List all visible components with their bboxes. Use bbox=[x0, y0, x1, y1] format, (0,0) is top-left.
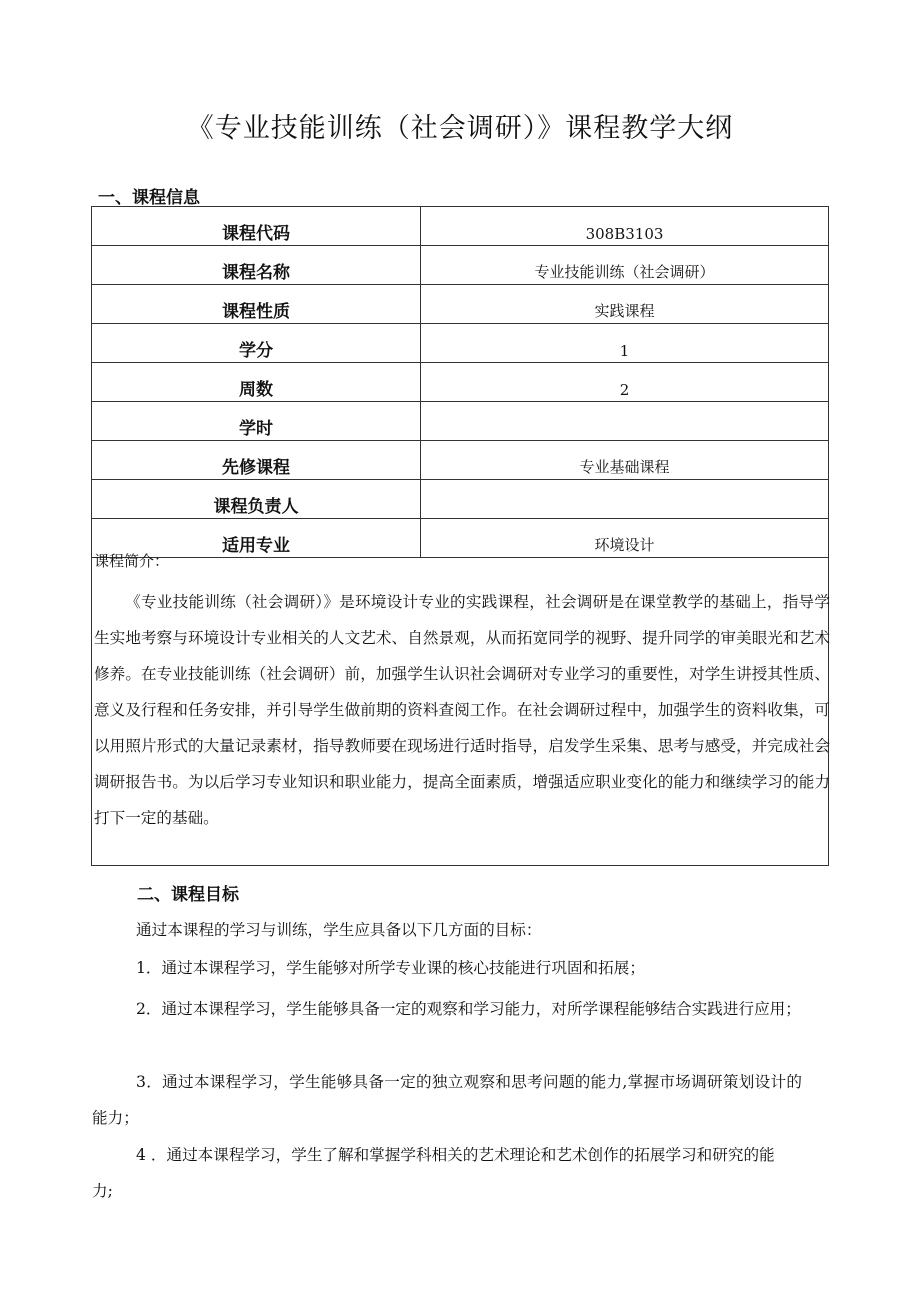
row-value: 1 bbox=[421, 324, 829, 363]
goals-intro: 通过本课程的学习与训练，学生应具备以下几方面的目标： bbox=[136, 921, 542, 939]
row-value: 专业基础课程 bbox=[421, 441, 829, 480]
table-row-course-code bbox=[92, 207, 829, 246]
row-label: 课程性质 bbox=[92, 285, 421, 324]
row-value: 实践课程 bbox=[421, 285, 829, 324]
table-row-prerequisites bbox=[92, 441, 829, 480]
row-label: 课程代码 bbox=[92, 207, 421, 246]
goal-item-1: 1．通过本课程学习，学生能够对所学专业课的核心技能进行巩固和拓展； bbox=[136, 959, 645, 977]
row-label: 周数 bbox=[92, 363, 421, 402]
course-intro-box bbox=[91, 540, 829, 866]
row-label: 学时 bbox=[92, 402, 421, 441]
table-row-course-lead bbox=[92, 480, 829, 519]
row-label: 课程负责人 bbox=[92, 480, 421, 519]
row-label: 先修课程 bbox=[92, 441, 421, 480]
row-label: 课程名称 bbox=[92, 246, 421, 285]
row-value: 专业技能训练（社会调研） bbox=[421, 246, 829, 285]
row-label: 适用专业 bbox=[92, 519, 421, 558]
goal-item-2: 2．通过本课程学习，学生能够具备一定的观察和学习能力，对所学课程能够结合实践进行应用； bbox=[136, 1000, 801, 1018]
table-row-course-nature bbox=[92, 285, 829, 324]
row-value: 2 bbox=[421, 363, 829, 402]
table-row-credits bbox=[92, 324, 829, 363]
row-value bbox=[421, 480, 829, 519]
section-heading-course-goals: 二、课程目标 bbox=[137, 885, 239, 905]
row-value: 308B3103 bbox=[421, 207, 829, 246]
row-value: 环境设计 bbox=[421, 519, 829, 558]
course-intro-text: 《专业技能训练（社会调研）》是环境设计专业的实践课程，社会调研是在课堂教学的基础上，指导学生实地考察与环境设计专业相关的人文艺术、自然景观，从而拓宽同学的视野、提升同学的审美眼光和艺术修养。在专业技能训练（社会调研）前，加强学生认识社会调研对专业学习的重要性，对学生讲授其性质、意义及行程和任务安排，并引导学生做前期的资料查阅工作。在社会调研过程中，加强学生的资料收集，可以用照片形式的大量记录素材，指导教师要在现场进行适时指导，启发学生采集、思考与感受，并完成社会调研报告书。为以后学习专业知识和职业能力，提高全面素质，增强适应职业变化的能力和继续学习的能力打下一定的基础。 bbox=[94, 593, 830, 827]
goal-item-3: 3．通过本课程学习，学生能够具备一定的独立观察和思考问题的能力,掌握市场调研策划设计的能力； bbox=[92, 1073, 802, 1127]
table-row-course-name bbox=[92, 246, 829, 285]
table-row-hours bbox=[92, 402, 829, 441]
course-info-table bbox=[91, 206, 829, 558]
table-row-weeks bbox=[92, 363, 829, 402]
section-heading-course-info: 一、课程信息 bbox=[98, 188, 200, 208]
goal-item-4: 4 ．通过本课程学习，学生了解和掌握学科相关的艺术理论和艺术创作的拓展学习和研究的能力; bbox=[92, 1146, 775, 1200]
page-title: 《专业技能训练（社会调研）》课程教学大纲 bbox=[186, 113, 734, 144]
row-value bbox=[421, 402, 829, 441]
course-intro-label: 课程简介： bbox=[94, 552, 170, 570]
row-label: 学分 bbox=[92, 324, 421, 363]
